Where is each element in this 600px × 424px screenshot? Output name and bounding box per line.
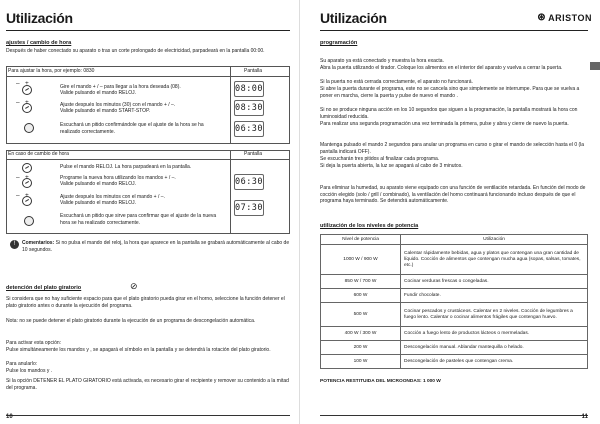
dial-icon [22, 178, 32, 188]
display-header: Pantalla [244, 68, 263, 74]
title-rule [6, 30, 290, 31]
start-stop-button-icon [24, 123, 34, 133]
prog-para-6: Para realizar una segunda programación una vez terminada la primera, pulse y abra y cierre de nuevo la puerta. [320, 121, 569, 127]
comment: Comentarios: Si no pulsa el mando del reloj, la hora que aparece en la pantalla se grabará automáticamente al cabo de 10 segundos. [22, 240, 290, 253]
change-step-2a: Programe la nueva hora utilizando los mandos + / –. [60, 175, 176, 181]
clock-step-3: Escuchará un pitido confirmándole que el ajuste de la hora se ha realizado correctamente. [60, 122, 204, 135]
section-clock-title: ajustes / cambio de hora [6, 40, 72, 46]
page-title-left: Utilización [6, 10, 73, 26]
prog-para-1: Su aparato ya está conectado y muestra la hora exacta. [320, 58, 444, 64]
title-rule [320, 30, 588, 31]
lcd-display-4: 06:30 [234, 174, 264, 190]
table-row: 200 W Descongelación manual. Ablandar mantequilla o helado. [321, 341, 588, 355]
column-header-use: Utilización [401, 235, 588, 245]
minus-plus-icon: – + [16, 80, 29, 87]
clock-step-2a: Ajuste después los minutos (30) con el mando + / –. [60, 102, 176, 108]
section-clock-intro: Después de haber conectado su aparato o tras un corte prolongado de electricidad, parpadeará en la pantalla 00:00. [6, 48, 265, 54]
lcd-display-5: 07:30 [234, 200, 264, 216]
table-row: 600 W Fundir chocolate. [321, 289, 588, 303]
dial-icon [22, 103, 32, 113]
lcd-display-1: 08:00 [234, 81, 264, 97]
clock-change-header: En caso de cambio de hora [8, 151, 69, 157]
turntable-note: Nota: no se puede detener el plato giratorio durante la ejecución de un programa de descongelación automática. [6, 318, 256, 324]
cancel-text: Pulse los mandos y . [6, 368, 53, 374]
cancel-title: Para anularlo: [6, 361, 38, 367]
page-number-right: 11 [581, 414, 588, 420]
table-row: 850 W / 700 W Cocinar verduras frescas o congeladas. [321, 275, 588, 289]
dial-icon [22, 196, 32, 206]
prog-para-5: Si no se produce ninguna acción en los 10 segundos que siguen a la programación, la pantalla mostrará la hora con luminosidad reducida. [320, 107, 578, 120]
activate-title: Para activar esta opción: [6, 340, 62, 346]
ariston-logo-icon: ⊛ [537, 12, 547, 23]
table-row: 400 W / 300 W Cocción a fuego lento de productos lácteos o mermeladas. [321, 327, 588, 341]
power-levels-table [320, 234, 588, 369]
display-header: Pantalla [244, 151, 263, 157]
prog-para-7: Mantenga pulsado el mando 2 segundos para anular un programa en curso o girar el mando de selección hasta el 0 (la pantalla indicará OFF). [320, 142, 585, 155]
change-step-1: Pulse el mando RELOJ. La hora parpadeará en la pantalla. [60, 164, 192, 170]
table-row: 500 W Cocinar pescados y crustáceos. Calentar en 2 niveles. Cocción de legumbres a fuego lento. Calentar o cocinar alimentos frágiles que contengan huevo. [321, 303, 588, 327]
minus-plus-icon: – + [16, 99, 29, 106]
language-tab-marker [590, 62, 600, 70]
change-step-4: Escuchará un pitido que sirve para confirmar que el ajuste de la nueva hora se ha realizado correctamente. [60, 213, 217, 226]
prog-para-8: Se escucharán tres pitidos al finalizar cada programa. [320, 156, 440, 162]
right-page [300, 0, 600, 424]
table-header-row [321, 235, 588, 245]
clock-step-1a: Gire el mando + / – para llegar a la hora deseada (08). [60, 84, 181, 90]
section-power-title: utilización de los niveles de potencia [320, 223, 419, 229]
change-step-3a: Ajuste después los minutos con el mando + / –. [60, 194, 165, 200]
lcd-display-3: 06:30 [234, 121, 264, 137]
prog-para-3: Si la puerta no está cerrada correctamente, el aparato no funcionará. [320, 79, 473, 85]
page-number-left: 10 [6, 414, 13, 420]
page-title-right: Utilización [320, 10, 387, 26]
clock-step-1b: Valide pulsando el mando RELOJ. [60, 90, 137, 96]
clock-set-header: Para ajustar la hora, por ejemplo: 0830 [8, 68, 95, 74]
change-step-2b: Valide pulsando el mando RELOJ. [60, 181, 137, 187]
lcd-display-2: 08:30 [234, 100, 264, 116]
change-step-3b: Valide pulsando el mando RELOJ. [60, 200, 137, 206]
prog-para-2: Abra la puerta utilizando el tirador. Coloque los alimentos en el interior del aparato y vuelva a cerrar la puerta. [320, 65, 563, 71]
turntable-final: Si la opción DETENER EL PLATO GIRATORIO está activada, es necesario girar el recipiente y remover su contenido a la mitad del programa. [6, 378, 289, 391]
footer-rule [320, 415, 588, 416]
section-programming-title: programación [320, 40, 358, 46]
clock-dial-icon [22, 163, 32, 173]
footer-rule [6, 415, 290, 416]
dial-icon [22, 85, 32, 95]
clock-step-2b: Valide pulsando el mando START-STOP. [60, 108, 151, 114]
table-row: 100 W Descongelación de pasteles que contengan crema. [321, 355, 588, 369]
brand-logo: ⊛ ARISTON [537, 12, 592, 23]
turntable-off-icon: ⊘ [130, 281, 138, 291]
prog-para-4: Si abre la puerta durante el programa, este no se cancela sino que simplemente se interrumpe. Para que se vuelva a poner en marcha, cierre la puerta y pulse de nuevo el mando . [320, 86, 580, 99]
activate-text: Pulse simultáneamente los mandos y , se apagará el símbolo en la pantalla y se detendrá la rotación del plato giratorio. [6, 347, 271, 353]
note-icon: ! [10, 240, 19, 249]
turntable-para-1: Si considera que no hay suficiente espacio para que el plato giratorio pueda girar en el horno, seleccione la función detener el plato giratorio antes o durante la ejecución del programa. [6, 296, 285, 309]
prog-para-10: Para eliminar la humedad, su aparato viene equipado con una función de ventilación retardada. En función del modo de cocción elegido (solo / grill / combinado), la ventilación del horno continuará funcionando incluso después de que el programa haya terminado. Se detendrá automáticamente. [320, 185, 586, 205]
power-output-note: POTENCIA RESTITUIDA DEL MICROONDAS: 1 000 W [320, 379, 441, 384]
button-icon [24, 216, 34, 226]
minus-plus-icon: – + [16, 192, 29, 199]
prog-para-9: Si deja la puerta abierta, la luz se apagará al cabo de 3 minutos. [320, 163, 463, 169]
minus-plus-icon: – + [16, 174, 29, 181]
column-header-power: Nivel de potencia [321, 235, 401, 245]
section-turntable-title: detención del plato giratorio [6, 285, 82, 291]
table-row: 1000 W / 900 W Calentar rápidamente bebidas, agua y platos que contengan una gran cantidad de líquido. Cocción de alimentos que contengan mucha agua (sopas, salsas, tomates, etc.) [321, 245, 588, 275]
